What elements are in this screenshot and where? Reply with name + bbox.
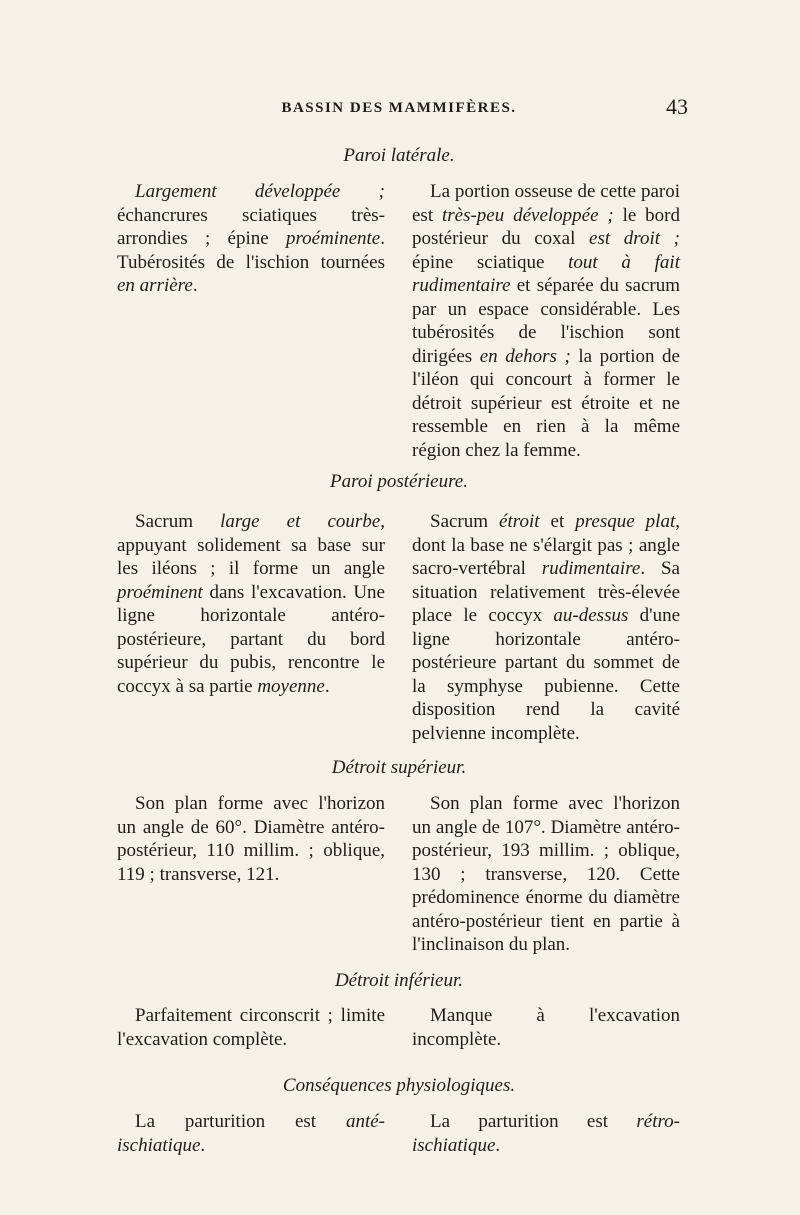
text-run: Parfaitement circonscrit ; limite l'excavation complète. bbox=[117, 1005, 385, 1050]
text-run: . bbox=[200, 1134, 206, 1156]
left-column-text bbox=[117, 1110, 385, 1157]
section-heading: Paroi postérieure. bbox=[330, 471, 468, 492]
left-column-text bbox=[117, 792, 385, 886]
italic-run: très-peu développée ; bbox=[441, 204, 614, 226]
italic-run: est droit ; bbox=[589, 228, 680, 249]
italic-run: moyenne bbox=[257, 675, 325, 697]
text-run: échancrures sciatiques très-arrondies ; épine bbox=[117, 204, 385, 249]
text-run: . bbox=[192, 275, 198, 296]
text-run: . Tubérosités de l'ischion tournées bbox=[117, 228, 385, 273]
italic-run: étroit bbox=[499, 511, 540, 532]
italic-run: proéminente bbox=[285, 228, 381, 249]
text-run: Son plan forme avec l'horizon un angle de 107°. Diamètre antéro-postérieur, 193 millim. ; oblique, 130 ; transverse, 120. Cette prédominence énorme du diamètre antéro-postérieur tient en partie à l'inclinaison du plan. bbox=[412, 793, 680, 955]
text-run: Sacrum bbox=[135, 511, 221, 532]
text-run: . bbox=[495, 1134, 501, 1156]
running-title: BASSIN DES MAMMIFÈRES. bbox=[281, 100, 517, 116]
section-heading: Détroit inférieur. bbox=[334, 970, 464, 991]
text-run: d'une ligne horizontale antéro-postérieure partant du sommet de la symphyse pubienne. Cette disposition rend la cavité pelvienne incomplète. bbox=[412, 605, 681, 744]
italic-run: en dehors ; bbox=[479, 345, 571, 367]
paragraph bbox=[412, 510, 680, 745]
text-run: le bord postérieur du coxal bbox=[412, 204, 680, 249]
italic-run: presque plat bbox=[575, 511, 676, 532]
paragraph bbox=[412, 1004, 680, 1051]
paragraph bbox=[412, 792, 680, 957]
left-column-text bbox=[117, 180, 385, 298]
text-run: La parturition est bbox=[430, 1111, 637, 1132]
italic-run: au-dessus bbox=[553, 605, 629, 626]
text-run: et séparée du sacrum par un espace considérable. Les tubérosités de l'ischion sont dirigées bbox=[412, 275, 680, 367]
paragraph bbox=[412, 180, 680, 462]
section-heading: Détroit supérieur. bbox=[331, 757, 467, 778]
running-head bbox=[110, 94, 688, 126]
italic-run: anté-ischiatique bbox=[117, 1111, 385, 1156]
text-run: . Sa situation relativement très-élevée place le coccyx bbox=[412, 558, 680, 626]
italic-run: large et courbe bbox=[220, 511, 381, 532]
section-heading: Conséquences physiologiques. bbox=[282, 1075, 516, 1096]
paragraph bbox=[117, 1110, 385, 1157]
right-column-text bbox=[412, 1110, 680, 1157]
paragraph bbox=[117, 1004, 385, 1051]
left-column-text bbox=[117, 510, 385, 698]
italic-run: rudimentaire bbox=[541, 558, 641, 579]
italic-run: Largement développée ; bbox=[135, 181, 385, 202]
italic-run: en arrière bbox=[117, 275, 193, 296]
paragraph bbox=[117, 180, 385, 298]
page-number: 43 bbox=[666, 94, 688, 119]
text-run: , dont la base ne s'élargit pas ; angle sacro-vertébral bbox=[412, 511, 680, 579]
text-run: Son plan forme avec l'horizon un angle de 60°. Diamètre antéro-postérieur, 110 millim. ; oblique, 119 ; transverse, 121. bbox=[117, 793, 385, 885]
text-run: , appuyant solidement sa base sur les iléons ; il forme un angle bbox=[117, 511, 385, 579]
text-run: dans l'excavation. Une ligne horizontale antéro-postérieure, partant du bord supérieur du pubis, rencontre le coccyx à sa partie bbox=[117, 581, 385, 697]
paragraph bbox=[117, 792, 385, 886]
right-column-text bbox=[412, 792, 680, 957]
text-run: épine sciatique bbox=[412, 251, 569, 273]
text-run: et bbox=[539, 511, 576, 532]
paragraph bbox=[412, 1110, 680, 1157]
italic-run: rétro-ischiatique bbox=[412, 1111, 680, 1156]
text-run: Sacrum bbox=[430, 511, 500, 532]
italic-run: tout à fait rudimentaire bbox=[412, 251, 680, 296]
text-run: la portion de l'iléon qui concourt à former le détroit supérieur est étroite et ne ressemble en rien à la même région chez la femme. bbox=[412, 345, 680, 461]
left-column-text bbox=[117, 1004, 385, 1051]
text-run: La parturition est bbox=[135, 1111, 346, 1132]
text-run: Manque à l'excavation incomplète. bbox=[412, 1005, 680, 1050]
right-column-text bbox=[412, 510, 680, 745]
right-column-text bbox=[412, 180, 680, 462]
paragraph bbox=[117, 510, 385, 698]
text-run: La portion osseuse de cette paroi est bbox=[412, 181, 680, 226]
right-column-text bbox=[412, 1004, 680, 1051]
text-run: . bbox=[324, 675, 330, 697]
section-heading: Paroi latérale. bbox=[343, 145, 455, 166]
italic-run: proéminent bbox=[117, 581, 203, 603]
